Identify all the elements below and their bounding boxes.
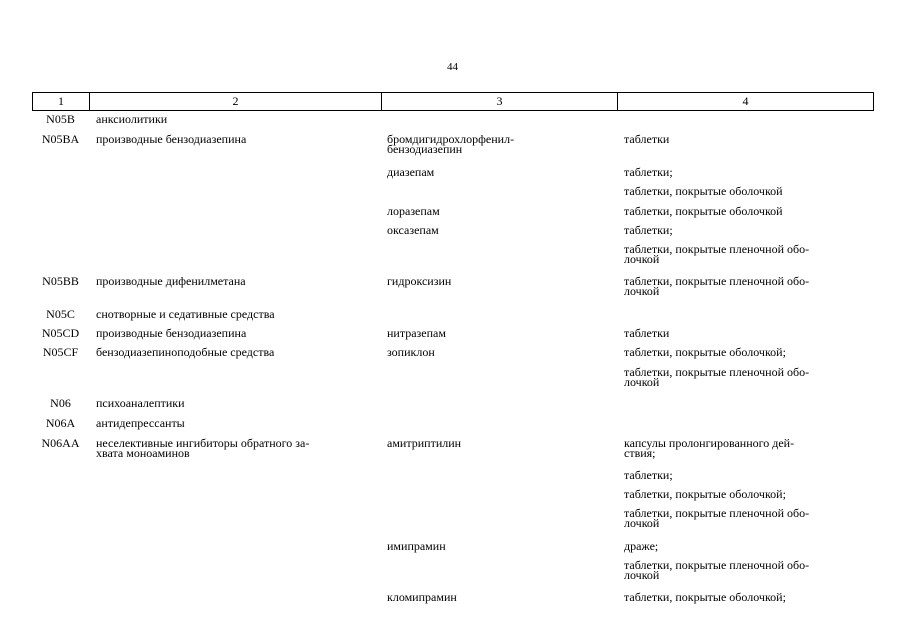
dosage-form: таблетки, покрытые пленочной обо- лочкой (624, 242, 810, 266)
atc-code: N05CD (41, 326, 80, 340)
atc-code: N06AA (41, 436, 80, 450)
table-header (32, 92, 874, 111)
atc-code: N05B (46, 112, 75, 126)
atc-group-name: анксиолитики (96, 112, 168, 126)
header-col-3: 3 (382, 93, 618, 111)
dosage-form: таблетки, покрытые пленочной обо- лочкой (624, 274, 810, 298)
drug-name: нитразепам (387, 326, 446, 340)
atc-group-name: производные бензодиазепина (96, 326, 247, 340)
atc-group-name: производные дифенилметана (96, 274, 246, 288)
dosage-form: драже; (624, 539, 659, 553)
page-number: 44 (447, 61, 458, 73)
atc-group-name: снотворные и седативные средства (96, 307, 275, 321)
atc-code: N06 (50, 396, 71, 410)
drug-name: кломипрамин (387, 590, 457, 604)
atc-group-name: психоаналептики (96, 396, 185, 410)
drug-name: имипрамин (387, 539, 446, 553)
atc-code: N06A (45, 416, 76, 430)
atc-code: N05CF (42, 345, 79, 359)
drug-name: оксазепам (387, 223, 439, 237)
dosage-form: таблетки, покрытые пленочной обо- лочкой (624, 506, 810, 530)
atc-code: N05BB (42, 274, 79, 288)
drug-name: диазепам (387, 165, 435, 179)
dosage-form: таблетки, покрытые оболочкой; (624, 487, 786, 501)
atc-group-name: производные бензодиазепина (96, 132, 247, 146)
header-col-1: 1 (33, 93, 90, 111)
dosage-form: таблетки, покрытые оболочкой (624, 204, 783, 218)
dosage-form: таблетки; (624, 223, 673, 237)
atc-code: N05C (46, 307, 75, 321)
header-col-4: 4 (618, 93, 874, 111)
drug-name: лоразепам (387, 204, 440, 218)
atc-group-name: неселективные ингибиторы обратного за- хвата моноаминов (96, 436, 310, 460)
dosage-form: таблетки, покрытые оболочкой (624, 184, 783, 198)
dosage-form: таблетки, покрытые пленочной обо- лочкой (624, 558, 810, 582)
drug-name: гидроксизин (387, 274, 452, 288)
drug-name: зопиклон (387, 345, 435, 359)
dosage-form: таблетки; (624, 165, 673, 179)
drug-name: амитриптилин (387, 436, 462, 450)
dosage-form: таблетки (624, 132, 670, 146)
dosage-form: таблетки, покрытые оболочкой; (624, 590, 786, 604)
header-col-2: 2 (90, 93, 382, 111)
atc-group-name: бензодиазепиноподобные средства (96, 345, 275, 359)
dosage-form: таблетки, покрытые пленочной обо- лочкой (624, 365, 810, 389)
drug-name: бромдигидрохлорфенил- бензодиазепин (387, 132, 515, 156)
dosage-form: капсулы пролонгированного дей- ствия; (624, 436, 795, 460)
dosage-form: таблетки, покрытые оболочкой; (624, 345, 786, 359)
dosage-form: таблетки; (624, 468, 673, 482)
atc-code: N05BA (41, 132, 80, 146)
atc-group-name: антидепрессанты (96, 416, 185, 430)
dosage-form: таблетки (624, 326, 670, 340)
